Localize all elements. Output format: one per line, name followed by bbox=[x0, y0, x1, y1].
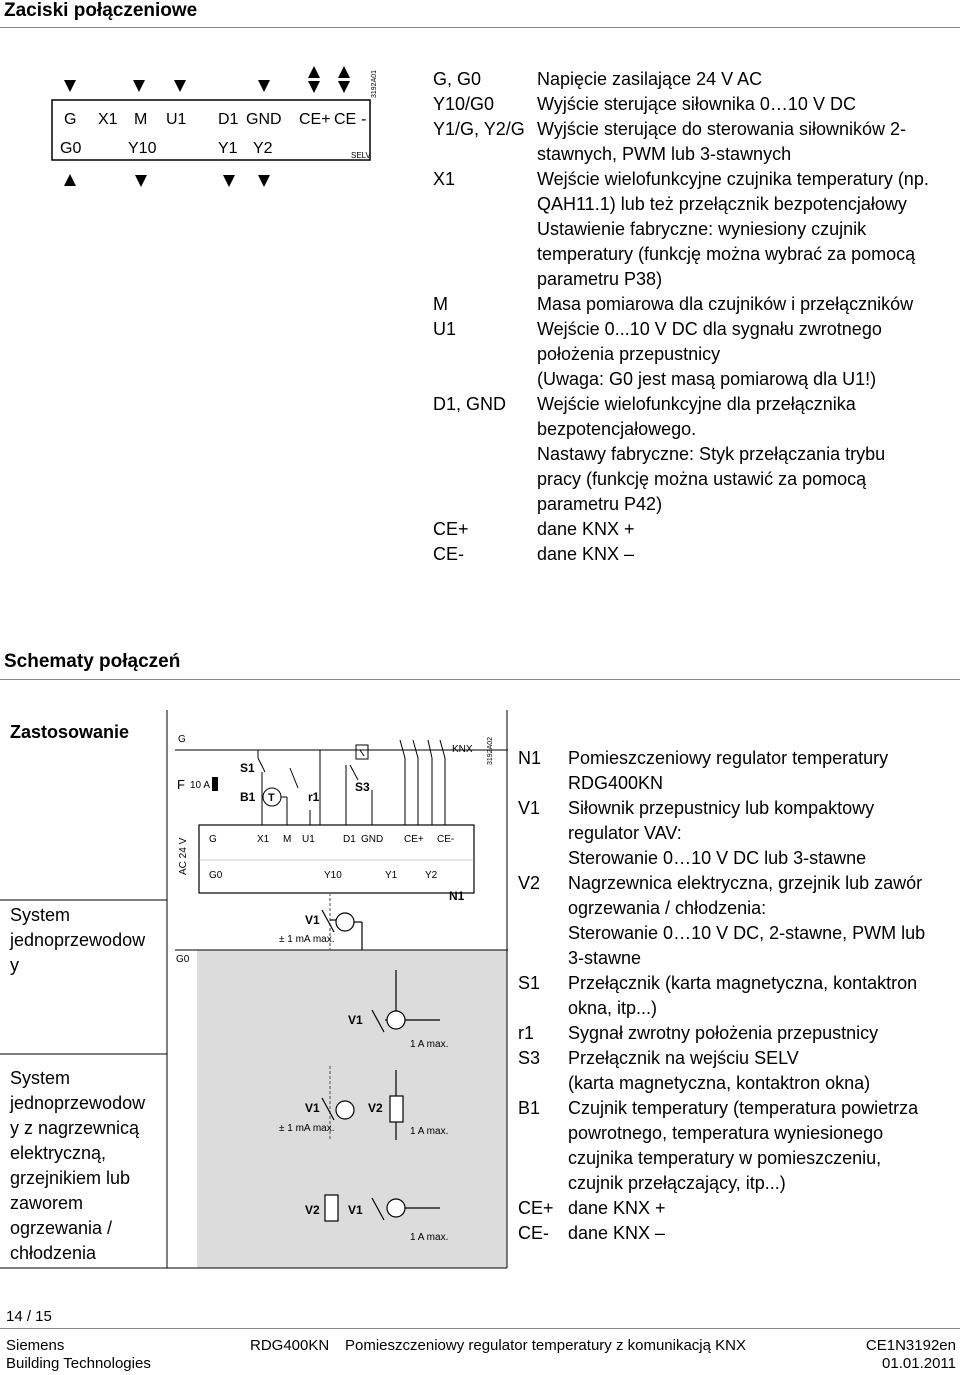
legend-key bbox=[518, 846, 568, 871]
wiring-b-Y10: Y10 bbox=[324, 870, 342, 881]
wiring-F: F bbox=[177, 777, 185, 792]
application-table bbox=[0, 710, 510, 1270]
legend-key: N1 bbox=[518, 748, 542, 768]
terminal-row bbox=[433, 92, 953, 117]
arrow-up-icon bbox=[64, 174, 76, 186]
terminal-key bbox=[433, 192, 537, 217]
terminal-row bbox=[433, 117, 953, 142]
wiring-S1: S1 bbox=[240, 761, 255, 775]
terminal-descriptions bbox=[433, 67, 953, 567]
terminal-desc: (Uwaga: G0 jest masą pomiarową dla U1!) bbox=[537, 369, 877, 389]
terminal-desc: Wejście wielofunkcyjne czujnika temperatury (np. bbox=[537, 169, 929, 189]
term-X1: X1 bbox=[98, 111, 118, 128]
legend-key bbox=[518, 1171, 568, 1196]
terminal-row bbox=[433, 292, 953, 317]
title-rule bbox=[0, 27, 960, 28]
terminal-row bbox=[433, 492, 953, 517]
legend-desc: Pomieszczeniowy regulator temperatury bbox=[568, 748, 889, 768]
legend-row bbox=[518, 1196, 958, 1221]
terminal-desc: parametru P38) bbox=[537, 269, 663, 289]
legend-key: V1 bbox=[518, 798, 541, 818]
terminal-block-figure bbox=[50, 60, 390, 195]
legend-row bbox=[518, 771, 958, 796]
legend-desc: RDG400KN bbox=[568, 773, 664, 793]
wiring-t-D1: D1 bbox=[343, 834, 356, 845]
wiring-amax-c: 1 A max. bbox=[410, 1232, 449, 1243]
terminal-key bbox=[433, 217, 537, 242]
legend-key bbox=[518, 771, 568, 796]
app-row2-line: y z nagrzewnicą bbox=[10, 1118, 140, 1138]
legend-row bbox=[518, 1146, 958, 1171]
legend-key bbox=[518, 946, 568, 971]
legend-desc: Czujnik temperatury (temperatura powietrza bbox=[568, 1098, 919, 1118]
legend-row bbox=[518, 971, 958, 996]
wiring-b-Y2: Y2 bbox=[425, 870, 438, 881]
terminal-key: U1 bbox=[433, 319, 457, 339]
legend-key bbox=[518, 921, 568, 946]
wiring-t-CEplus: CE+ bbox=[404, 834, 424, 845]
term-CE: CE bbox=[334, 111, 357, 128]
wiring-t-U1: U1 bbox=[302, 834, 315, 845]
terminal-row bbox=[433, 417, 953, 442]
legend-desc: czujnika temperatury w pomieszczeniu, bbox=[568, 1148, 882, 1168]
wiring-fuse: 10 A bbox=[190, 780, 211, 791]
legend-key: B1 bbox=[518, 1098, 541, 1118]
terminal-desc: Masa pomiarowa dla czujników i przełączników bbox=[537, 294, 914, 314]
legend-key: CE+ bbox=[518, 1198, 554, 1218]
wiring-ma-a: ± 1 mA max. bbox=[279, 934, 335, 945]
terminal-desc: pracy (funkcję można ustawić za pomocą bbox=[537, 469, 867, 489]
legend-desc: Nagrzewnica elektryczna, grzejnik lub zawór bbox=[568, 873, 923, 893]
wiring-t-CEminus: CE- bbox=[437, 834, 455, 845]
terminal-desc: dane KNX + bbox=[537, 519, 635, 539]
legend-row bbox=[518, 1221, 958, 1246]
wiring-G: G bbox=[178, 734, 186, 745]
wiring-V1-c: V1 bbox=[305, 1101, 320, 1115]
terminal-row bbox=[433, 317, 953, 342]
legend-row bbox=[518, 1071, 958, 1096]
term-U1: U1 bbox=[166, 111, 187, 128]
terminal-desc: Wyjście sterujące siłownika 0…10 V DC bbox=[537, 94, 856, 114]
legend-desc: 3-stawne bbox=[568, 948, 642, 968]
wiring-V2-b: V2 bbox=[305, 1203, 320, 1217]
wiring-T: T bbox=[268, 792, 275, 804]
knx-bus-lines bbox=[400, 740, 445, 825]
terminal-row bbox=[433, 142, 953, 167]
legend-desc: Sterowanie 0…10 V DC, 2-stawne, PWM lub bbox=[568, 923, 926, 943]
terminal-key: Y1/G, Y2/G bbox=[433, 119, 525, 139]
terminal-desc: Ustawienie fabryczne: wyniesiony czujnik bbox=[537, 219, 867, 239]
wiring-B1: B1 bbox=[240, 790, 256, 804]
legend-key bbox=[518, 896, 568, 921]
wiring-V1-a: V1 bbox=[305, 913, 320, 927]
terminal-key bbox=[433, 467, 537, 492]
app-row2-line: System bbox=[10, 1068, 71, 1088]
wiring-ac: AC 24 V bbox=[178, 837, 189, 875]
terminal-key bbox=[433, 417, 537, 442]
terminal-key: Y10/G0 bbox=[433, 94, 495, 114]
legend-row bbox=[518, 1121, 958, 1146]
legend-desc: dane KNX + bbox=[568, 1198, 666, 1218]
terminal-key bbox=[433, 142, 537, 167]
app-row2-line: jednoprzewodow bbox=[10, 1093, 146, 1113]
footer-date: 01.01.2011 bbox=[882, 1355, 956, 1372]
terminal-row bbox=[433, 542, 953, 567]
terminal-key bbox=[433, 242, 537, 267]
terminal-key: CE+ bbox=[433, 519, 469, 539]
legend-row bbox=[518, 1046, 958, 1071]
legend-desc: Sterowanie 0…10 V DC lub 3-stawne bbox=[568, 848, 867, 868]
legend-key: V2 bbox=[518, 873, 541, 893]
section-title: Schematy połączeń bbox=[4, 651, 181, 672]
legend-row bbox=[518, 946, 958, 971]
terminal-desc: dane KNX – bbox=[537, 544, 635, 564]
terminal-row bbox=[433, 342, 953, 367]
wiring-r1: r1 bbox=[308, 790, 320, 804]
legend-desc: czujnik przełączający, itp...) bbox=[568, 1173, 786, 1193]
terminal-row bbox=[433, 517, 953, 542]
app-row2-line: grzejnikiem lub bbox=[10, 1168, 131, 1188]
wiring-b-G0: G0 bbox=[209, 870, 223, 881]
term-M: M bbox=[134, 111, 148, 128]
app-row1-line: jednoprzewodow bbox=[10, 930, 146, 950]
terminal-desc: Wejście wielofunkcyjne dla przełącznika bbox=[537, 394, 856, 414]
legend-desc: Sygnał zwrotny położenia przepustnicy bbox=[568, 1023, 879, 1043]
legend-key: S3 bbox=[518, 1048, 541, 1068]
terminal-key bbox=[433, 267, 537, 292]
legend-desc: (karta magnetyczna, kontaktron okna) bbox=[568, 1073, 871, 1093]
terminal-row bbox=[433, 367, 953, 392]
legend-row bbox=[518, 1171, 958, 1196]
legend-row bbox=[518, 746, 958, 771]
terminal-key bbox=[433, 342, 537, 367]
figure-code: 3192A01 bbox=[371, 69, 378, 98]
page-title: Zaciski połączeniowe bbox=[4, 0, 198, 21]
wiring-b-Y1: Y1 bbox=[385, 870, 398, 881]
terminal-key bbox=[433, 492, 537, 517]
wiring-KNX: KNX bbox=[452, 744, 473, 755]
wiring-t-G: G bbox=[209, 834, 217, 845]
wiring-N1: N1 bbox=[449, 889, 465, 903]
legend-key bbox=[518, 1121, 568, 1146]
legend-desc: Przełącznik (karta magnetyczna, kontaktron bbox=[568, 973, 918, 993]
temperature-sensor-icon bbox=[263, 788, 287, 825]
terminal-row bbox=[433, 217, 953, 242]
legend-key bbox=[518, 1071, 568, 1096]
legend-key bbox=[518, 996, 568, 1021]
term-CEplus: CE+ bbox=[299, 111, 331, 128]
term-G0: G0 bbox=[60, 140, 82, 157]
terminal-row bbox=[433, 167, 953, 192]
term-Y2: Y2 bbox=[253, 140, 273, 157]
legend-row bbox=[518, 1096, 958, 1121]
terminal-desc: położenia przepustnicy bbox=[537, 344, 721, 364]
wiring-V2-a: V2 bbox=[368, 1101, 383, 1115]
switch-icon bbox=[258, 750, 265, 825]
legend-desc: okna, itp...) bbox=[568, 998, 658, 1018]
terminal-desc: parametru P42) bbox=[537, 494, 663, 514]
wiring-V1-b: V1 bbox=[348, 1013, 363, 1027]
legend-row bbox=[518, 796, 958, 821]
application-header: Zastosowanie bbox=[10, 722, 130, 742]
footer-product: RDG400KN bbox=[250, 1337, 330, 1354]
legend-row bbox=[518, 821, 958, 846]
legend-row bbox=[518, 871, 958, 896]
wiring-amax-b: 1 A max. bbox=[410, 1126, 449, 1137]
terminal-desc: QAH11.1) lub też przełącznik bezpotencjałowy bbox=[537, 194, 907, 214]
selv-label: SELV bbox=[351, 151, 371, 160]
wiring-S3: S3 bbox=[355, 780, 370, 794]
footer-rule bbox=[0, 1328, 960, 1329]
term-Y1: Y1 bbox=[218, 140, 238, 157]
terminal-key: CE- bbox=[433, 544, 464, 564]
term-Y10: Y10 bbox=[128, 140, 157, 157]
wiring-t-GND: GND bbox=[361, 834, 384, 845]
section-rule bbox=[0, 679, 960, 680]
app-row1-line: y bbox=[10, 955, 19, 975]
terminal-row bbox=[433, 242, 953, 267]
legend-row bbox=[518, 921, 958, 946]
app-row2-line: chłodzenia bbox=[10, 1243, 97, 1263]
terminal-key: D1, GND bbox=[433, 394, 507, 414]
legend bbox=[518, 746, 958, 1246]
term-D1: D1 bbox=[218, 111, 239, 128]
terminal-key bbox=[433, 367, 537, 392]
wiring-V1-d: V1 bbox=[348, 1203, 363, 1217]
legend-desc: ogrzewania / chłodzenia: bbox=[568, 898, 767, 918]
arrow-down-icon bbox=[64, 80, 270, 92]
page-number: 14 / 15 bbox=[6, 1308, 52, 1325]
terminal-desc: Wejście 0...10 V DC dla sygnału zwrotnego bbox=[537, 319, 882, 339]
terminal-desc: Nastawy fabryczne: Styk przełączania trybu bbox=[537, 444, 886, 464]
terminal-desc: Wyjście sterujące do sterowania siłowników 2- bbox=[537, 119, 906, 139]
app-row2-line: ogrzewania / bbox=[10, 1218, 113, 1238]
terminal-key: X1 bbox=[433, 169, 456, 189]
legend-key: CE- bbox=[518, 1223, 549, 1243]
wiring-ma-b: ± 1 mA max. bbox=[279, 1123, 335, 1134]
app-row2-line: elektryczną, bbox=[10, 1143, 107, 1163]
legend-key bbox=[518, 1146, 568, 1171]
arrow-updown-icon bbox=[308, 66, 350, 93]
footer-doc-title: Pomieszczeniowy regulator temperatury z komunikacją KNX bbox=[345, 1337, 746, 1354]
legend-desc: Siłownik przepustnicy lub kompaktowy bbox=[568, 798, 875, 818]
wiring-t-M: M bbox=[283, 834, 292, 845]
wiring-t-X1: X1 bbox=[257, 834, 270, 845]
legend-desc: dane KNX – bbox=[568, 1223, 666, 1243]
legend-desc: Przełącznik na wejściu SELV bbox=[568, 1048, 799, 1068]
terminal-row bbox=[433, 467, 953, 492]
legend-key: S1 bbox=[518, 973, 541, 993]
terminal-desc: temperatury (funkcję można wybrać za pomocą bbox=[537, 244, 916, 264]
term-G: G bbox=[64, 111, 77, 128]
term-minus: - bbox=[361, 111, 367, 128]
legend-row bbox=[518, 896, 958, 921]
wiring-G0: G0 bbox=[176, 954, 190, 965]
terminal-row bbox=[433, 392, 953, 417]
fuse-icon bbox=[212, 777, 218, 791]
application-row-1 bbox=[10, 903, 145, 978]
terminal-row bbox=[433, 442, 953, 467]
legend-row bbox=[518, 996, 958, 1021]
footer-doc-id: CE1N3192en bbox=[865, 1337, 956, 1354]
potentiometer-icon bbox=[290, 750, 320, 825]
footer-company: Siemens bbox=[6, 1337, 65, 1354]
arrow-down-icon bbox=[135, 175, 270, 187]
legend-desc: regulator VAV: bbox=[568, 823, 682, 843]
terminal-desc: bezpotencjałowego. bbox=[537, 419, 697, 439]
terminal-key: G, G0 bbox=[433, 69, 482, 89]
terminal-key: M bbox=[433, 294, 448, 314]
terminal-row bbox=[433, 267, 953, 292]
legend-key bbox=[518, 821, 568, 846]
footer-division: Building Technologies bbox=[6, 1355, 151, 1372]
terminal-row bbox=[433, 192, 953, 217]
app-row1-line: System bbox=[10, 905, 71, 925]
app-row2-line: zaworem bbox=[10, 1193, 84, 1213]
terminal-key bbox=[433, 442, 537, 467]
wiring-amax-a: 1 A max. bbox=[410, 1039, 449, 1050]
terminal-desc: stawnych, PWM lub 3-stawnych bbox=[537, 144, 792, 164]
terminal-desc: Napięcie zasilające 24 V AC bbox=[537, 69, 763, 89]
terminal-row bbox=[433, 67, 953, 92]
legend-key: r1 bbox=[518, 1023, 535, 1043]
wiring-code: 3192A02 bbox=[487, 736, 494, 765]
legend-row bbox=[518, 1021, 958, 1046]
application-row-2 bbox=[10, 1066, 145, 1266]
legend-desc: powrotnego, temperatura wyniesionego bbox=[568, 1123, 884, 1143]
term-GND: GND bbox=[246, 111, 282, 128]
legend-row bbox=[518, 846, 958, 871]
